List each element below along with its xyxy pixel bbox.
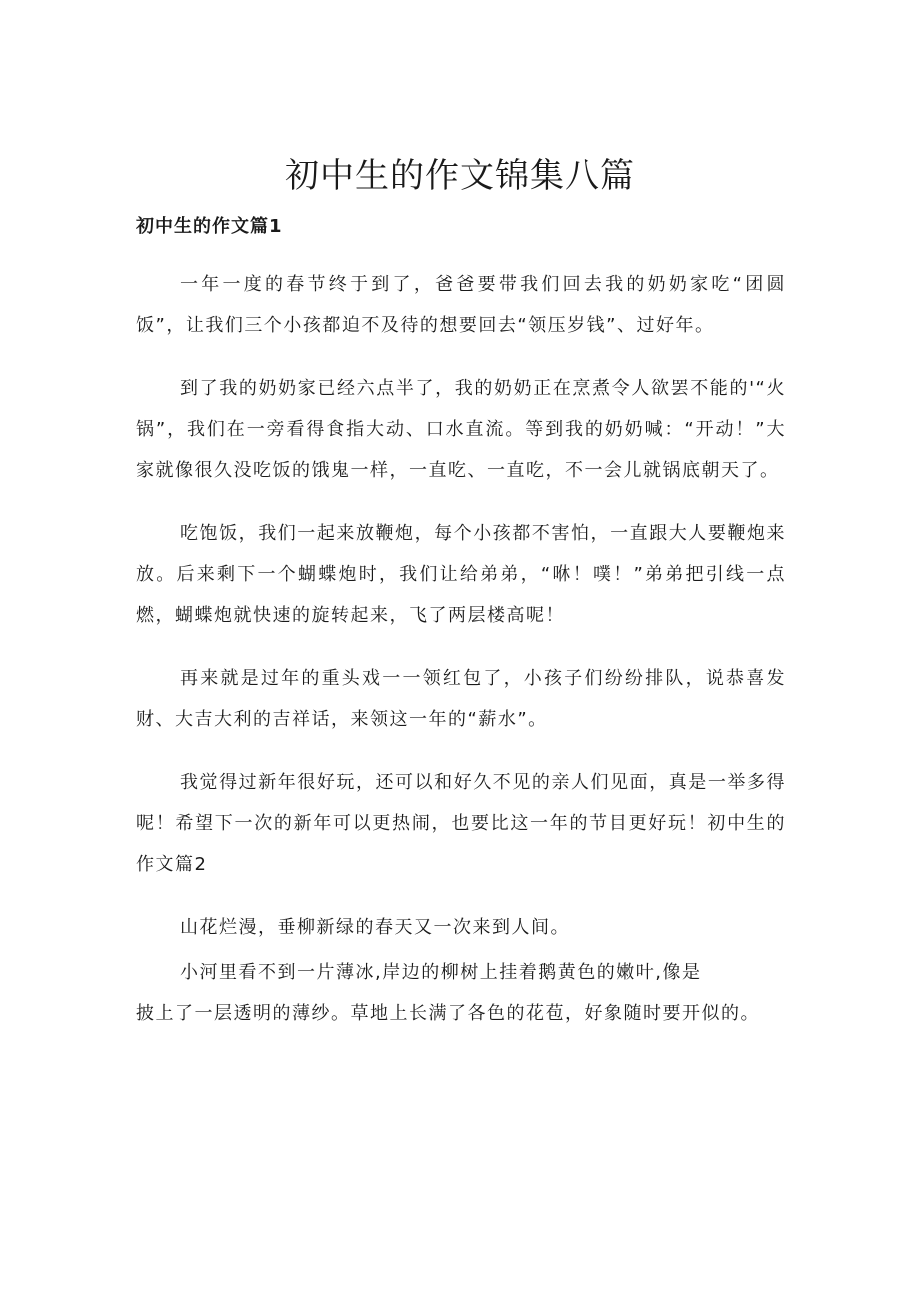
document-title: 初中生的作文锦集八篇 bbox=[285, 156, 635, 196]
paragraph-6: 山花烂漫，垂柳新绿的春天又一次来到人间。 bbox=[180, 917, 570, 938]
document-body bbox=[136, 264, 786, 1034]
paragraph-2: 到了我的奶奶家已经六点半了，我的奶奶正在烹煮令人欲罢不能的'“火锅”，我们在一旁看得食指大动、口水直流。等到我的奶奶喊：“开动！”大家就像很久没吃饭的饿鬼一样，一直吃、一直吃，不一会儿就锅底朝天了。 bbox=[136, 378, 786, 481]
paragraph-3: 吃饱饭，我们一起来放鞭炮，每个小孩都不害怕，一直跟大人要鞭炮来放。后来剩下一个蝴蝶炮时，我们让给弟弟，“咻！噗！”弟弟把引线一点燃，蝴蝶炮就快速的旋转起来，飞了两层楼高呢！ bbox=[136, 523, 786, 626]
paragraph-4: 再来就是过年的重头戏一一领红包了，小孩子们纷纷排队，说恭喜发财、大吉大利的吉祥话，来领这一年的“薪水”。 bbox=[136, 668, 786, 730]
paragraph-5: 我觉得过新年很好玩，还可以和好久不见的亲人们见面，真是一举多得呢！希望下一次的新年可以更热闹，也要比这一年的节目更好玩！初中生的作文篇2 bbox=[136, 772, 786, 875]
paragraph-7: 小河里看不到一片薄冰,岸边的柳树上挂着鹅黄色的嫩叶,像是 bbox=[180, 962, 702, 983]
paragraph-7-continuation: 披上了一层透明的薄纱。草地上长满了各色的花苞，好象随时要开似的。 bbox=[136, 1003, 760, 1024]
section-heading-1: 初中生的作文篇1 bbox=[136, 216, 283, 237]
paragraph-1: 一年一度的春节终于到了，爸爸要带我们回去我的奶奶家吃“团圆饭”，让我们三个小孩都迫不及待的想要回去“领压岁钱”、过好年。 bbox=[136, 274, 786, 336]
